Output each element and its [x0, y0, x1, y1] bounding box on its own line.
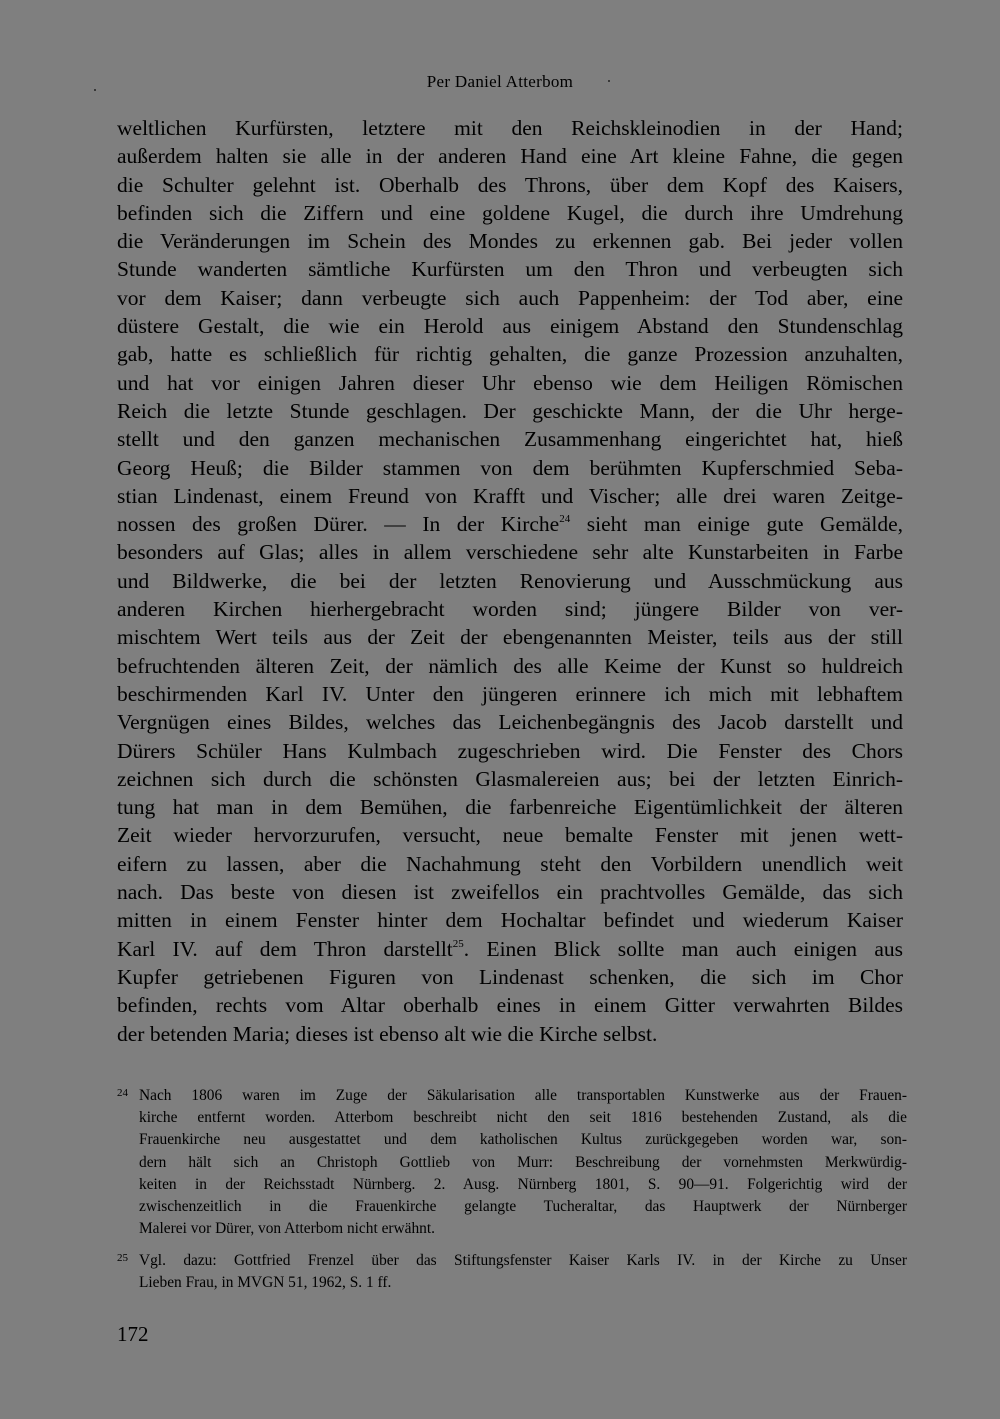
footnote-number: 24 — [117, 1087, 128, 1099]
text-line: vor dem Kaiser; dann verbeugte sich auch Pappenheim: der Tod aber, eine — [117, 285, 903, 310]
text-line: eifern zu lassen, aber die Nachahmung steht den Vorbildern unendlich weit — [117, 851, 903, 876]
footnote-line: kirche entfernt worden. Atterbom beschreibt nicht den seit 1816 bestehenden Zustand, als die — [139, 1109, 907, 1127]
footnote-line: zwischenzeitlich in die Frauenkirche gelangte Tucheraltar, das Hauptwerk der Nürnberger — [139, 1197, 907, 1215]
text-line: besonders auf Glas; alles in allem verschiedene sehr alte Kunstarbeiten in Farbe — [117, 540, 903, 565]
footnote-line: Nach 1806 waren im Zuge der Säkularisation alle transportablen Kunstwerke aus der Frauen- — [139, 1087, 907, 1104]
text-line: anderen Kirchen hierhergebracht worden sind; jüngere Bilder von ver- — [117, 597, 903, 622]
text-line: der betenden Maria; dieses ist ebenso alt wie die Kirche selbst. — [117, 1021, 658, 1046]
text-line: nach. Das beste von diesen ist zweifellos ein prachtvolles Gemälde, das sich — [117, 880, 903, 905]
footnote-ref-24[interactable]: 24 — [559, 513, 571, 526]
text-line: Vergnügen eines Bildes, welches das Leichenbegängnis des Jacob darstellt und — [117, 710, 903, 735]
text-fragment: sieht man einige gute Gemälde, — [570, 512, 903, 537]
footnote-24 — [117, 1085, 907, 1240]
text-line: Kupfer getriebenen Figuren von Lindenast schenken, die sich im Chor — [117, 964, 903, 989]
text-line: Reich die letzte Stunde geschlagen. Der geschickte Mann, der die Uhr herge- — [117, 398, 903, 423]
text-line: Dürers Schüler Hans Kulmbach zugeschrieben wird. Die Fenster des Chors — [117, 738, 903, 763]
running-header: Per Daniel Atterbom — [426, 72, 574, 91]
text-line: zeichnen sich durch die schönsten Glasmalereien aus; bei der letzten Einrich- — [117, 766, 903, 791]
text-line: und Bildwerke, die bei der letzten Renovierung und Ausschmückung aus — [117, 568, 903, 593]
footnote-line: Vgl. dazu: Gottfried Frenzel über das Stiftungsfenster Kaiser Karls IV. in der Kirche zu Unser — [139, 1252, 907, 1269]
text-line: beschirmenden Karl IV. Unter den jüngeren erinnere ich mich mit lebhaftem — [117, 681, 903, 706]
page-number: 172 — [117, 1322, 149, 1346]
text-line: befinden, rechts vom Altar oberhalb eines in einem Gitter verwahrten Bildes — [117, 993, 903, 1018]
text-line: stian Lindenast, einem Freund von Krafft und Vischer; alle drei waren Zeitge- — [117, 483, 903, 508]
text-line: tung hat man in dem Bemühen, die farbenreiche Eigentümlichkeit der älteren — [117, 795, 903, 820]
text-fragment: nossen des großen Dürer. — In der Kirche — [117, 512, 560, 537]
text-line: stellt und den ganzen mechanischen Zusammenhang eingerichtet hat, hieß — [117, 427, 903, 452]
footnote-line: Malerei vor Dürer, von Atterbom nicht erwähnt. — [139, 1220, 435, 1238]
text-line: Zeit wieder hervorzurufen, versucht, neue bemalte Fenster mit jenen wett- — [117, 823, 903, 848]
text-line: Stunde wanderten sämtliche Kurfürsten um den Thron und verbeugten sich — [117, 257, 903, 282]
text-line: befinden sich die Ziffern und eine goldene Kugel, die durch ihre Umdrehung — [117, 200, 903, 225]
text-fragment: . Einen Blick sollte man auch einigen aus — [463, 936, 904, 961]
text-line: Georg Heuß; die Bilder stammen von dem berühmten Kupferschmied Seba- — [117, 455, 903, 480]
text-line: düstere Gestalt, die wie ein Herold aus einigem Abstand den Stundenschlag — [117, 314, 903, 339]
text-fragment: Karl IV. auf dem Thron darstellt — [117, 936, 453, 961]
text-line: die Schulter gelehnt ist. Oberhalb des Throns, über dem Kopf des Kaisers, — [117, 172, 903, 197]
footnote-line: keiten in der Reichsstadt Nürnberg. 2. Ausg. Nürnberg 1801, S. 90—91. Folgerichtig wird der — [139, 1175, 907, 1193]
text-line-with-footnote-25 — [117, 935, 903, 963]
text-line: die Veränderungen im Schein des Mondes zu erkennen gab. Bei jeder vollen — [117, 229, 903, 254]
footnote-line: Frauenkirche neu ausgestattet und dem katholischen Kultus zurückgegeben worden war, son- — [139, 1131, 907, 1149]
text-line: und hat vor einigen Jahren dieser Uhr ebenso wie dem Heiligen Römischen — [117, 370, 903, 395]
footnote-line: Lieben Frau, in MVGN 51, 1962, S. 1 ff. — [139, 1274, 392, 1292]
text-line: außerdem halten sie alle in der anderen Hand eine Art kleine Fahne, die gegen — [117, 144, 903, 169]
footnote-ref-25[interactable]: 25 — [452, 937, 464, 950]
main-text — [117, 114, 903, 1048]
text-line: gab, hatte es schließlich für richtig gehalten, die ganze Prozession anzuhalten, — [117, 342, 903, 367]
text-line: mitten in einem Fenster hinter dem Hochaltar befindet und wiederum Kaiser — [117, 908, 903, 933]
footnote-line: dern hält sich an Christoph Gottlieb von Murr: Beschreibung der vornehmsten Merkwürdig- — [139, 1153, 907, 1171]
text-line: weltlichen Kurfürsten, letztere mit den Reichskleinodien in der Hand; — [117, 116, 903, 140]
text-line: befruchtenden älteren Zeit, der nämlich des alle Keime der Kunst so huldreich — [117, 653, 903, 678]
text-line-with-footnote-24 — [117, 510, 903, 538]
footnote-number: 25 — [117, 1252, 128, 1264]
text-line: mischtem Wert teils aus der Zeit der ebengenannten Meister, teils aus der still — [117, 625, 903, 650]
footnote-25 — [117, 1250, 907, 1294]
